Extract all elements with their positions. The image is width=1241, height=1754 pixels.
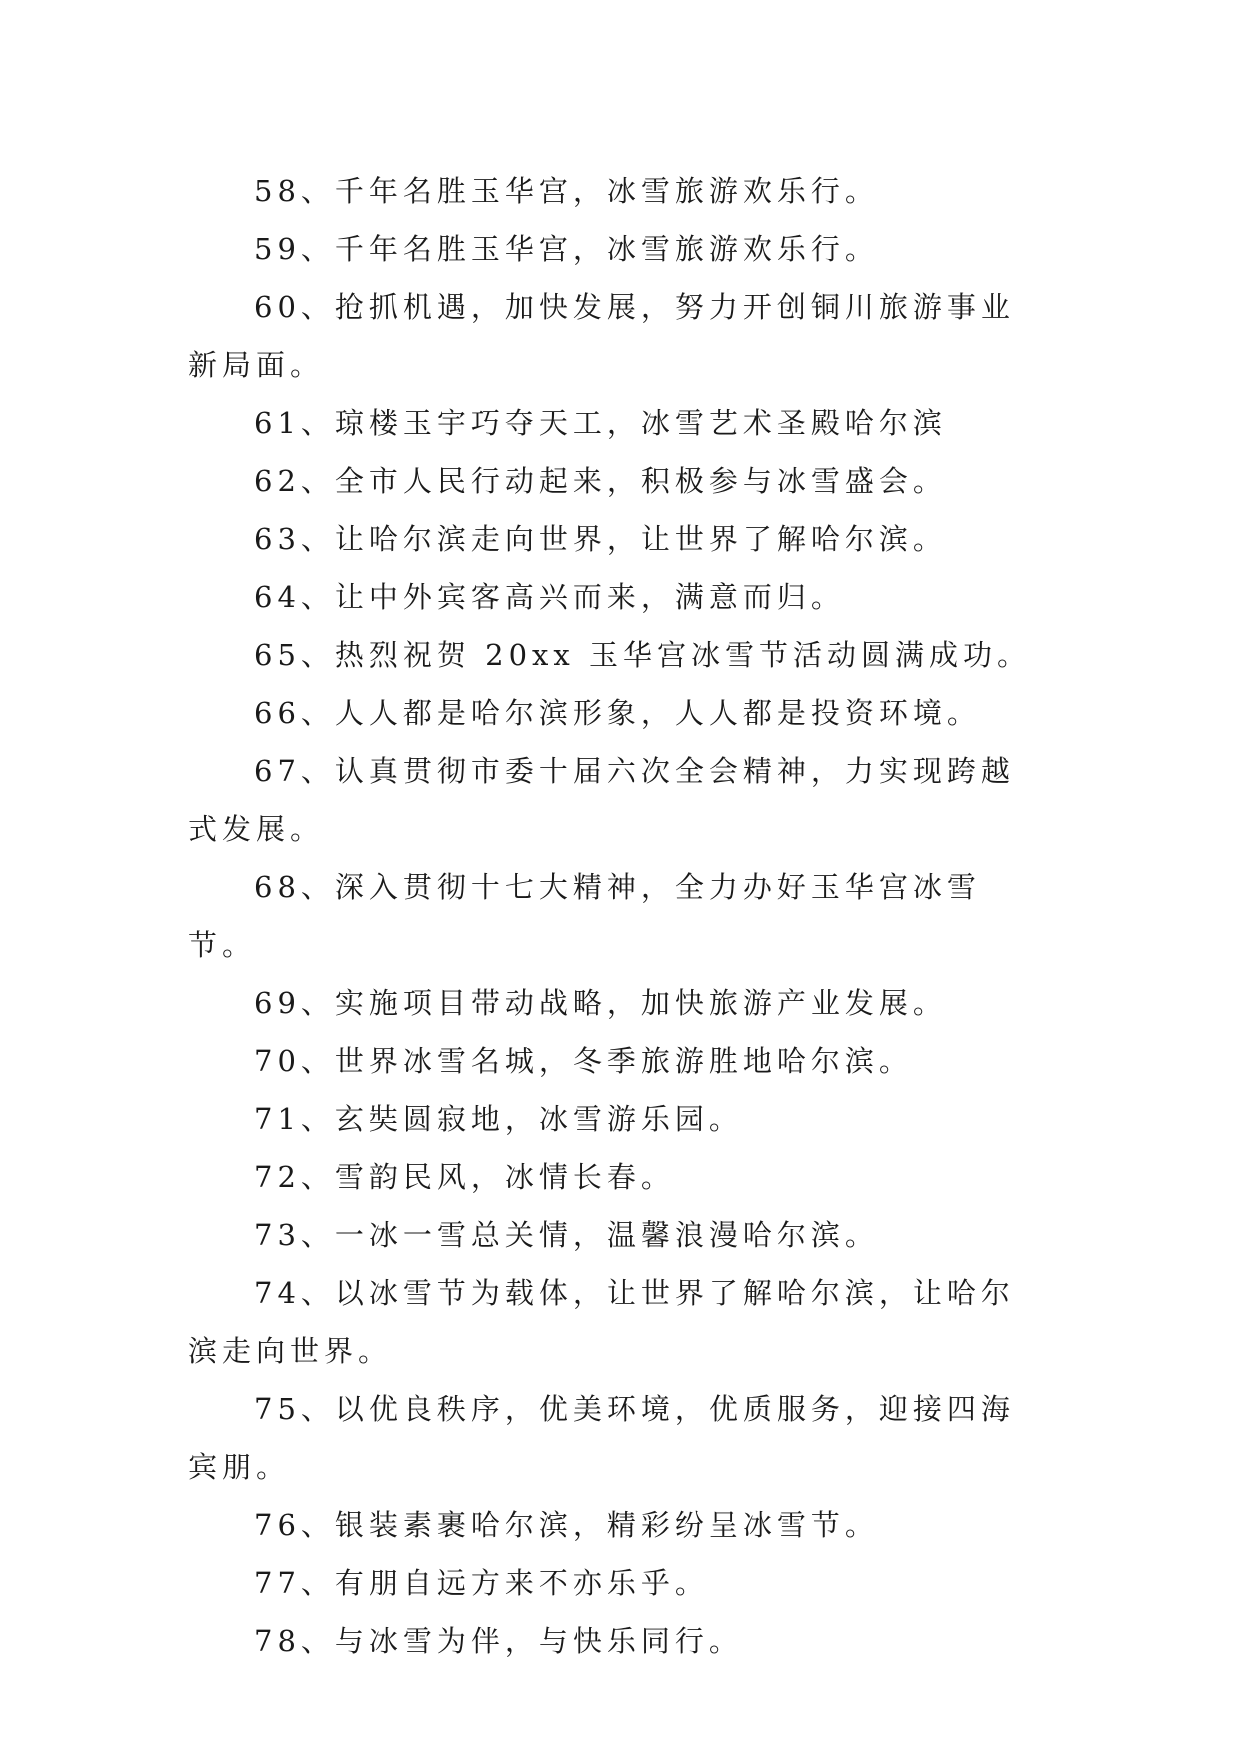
- list-item: 63、让哈尔滨走向世界，让世界了解哈尔滨。: [254, 522, 947, 556]
- list-item: 78、与冰雪为伴，与快乐同行。: [254, 1624, 743, 1658]
- list-item: 62、全市人民行动起来，积极参与冰雪盛会。: [254, 464, 947, 498]
- list-item: 76、银装素裹哈尔滨，精彩纷呈冰雪节。: [254, 1508, 879, 1542]
- list-item: 66、人人都是哈尔滨形象，人人都是投资环境。: [254, 696, 981, 730]
- list-item: 58、千年名胜玉华宫，冰雪旅游欢乐行。: [254, 174, 879, 208]
- list-item: 60、抢抓机遇，加快发展，努力开创铜川旅游事业新局面。: [188, 290, 1015, 382]
- list-item: 75、以优良秩序，优美环境，优质服务，迎接四海宾朋。: [188, 1392, 1015, 1484]
- list-item: 70、世界冰雪名城，冬季旅游胜地哈尔滨。: [254, 1044, 913, 1078]
- list-item: 61、琼楼玉宇巧夺天工，冰雪艺术圣殿哈尔滨: [254, 406, 947, 440]
- list-item: 77、有朋自远方来不亦乐乎。: [254, 1566, 709, 1600]
- list-item: 73、一冰一雪总关情，温馨浪漫哈尔滨。: [254, 1218, 879, 1252]
- document-body: [188, 162, 1048, 1670]
- list-item: 72、雪韵民风，冰情长春。: [254, 1160, 675, 1194]
- list-item: 69、实施项目带动战略，加快旅游产业发展。: [254, 986, 947, 1020]
- list-item: 67、认真贯彻市委十届六次全会精神，力实现跨越式发展。: [188, 754, 1015, 846]
- list-item: 71、玄奘圆寂地，冰雪游乐园。: [254, 1102, 743, 1136]
- list-item: 68、深入贯彻十七大精神，全力办好玉华宫冰雪节。: [188, 870, 981, 962]
- list-item: 65、热烈祝贺 20xx 玉华宫冰雪节活动圆满成功。: [254, 638, 1031, 672]
- list-item: 74、以冰雪节为载体，让世界了解哈尔滨，让哈尔滨走向世界。: [188, 1276, 1015, 1368]
- list-item: 64、让中外宾客高兴而来，满意而归。: [254, 580, 845, 614]
- list-item: 59、千年名胜玉华宫，冰雪旅游欢乐行。: [254, 232, 879, 266]
